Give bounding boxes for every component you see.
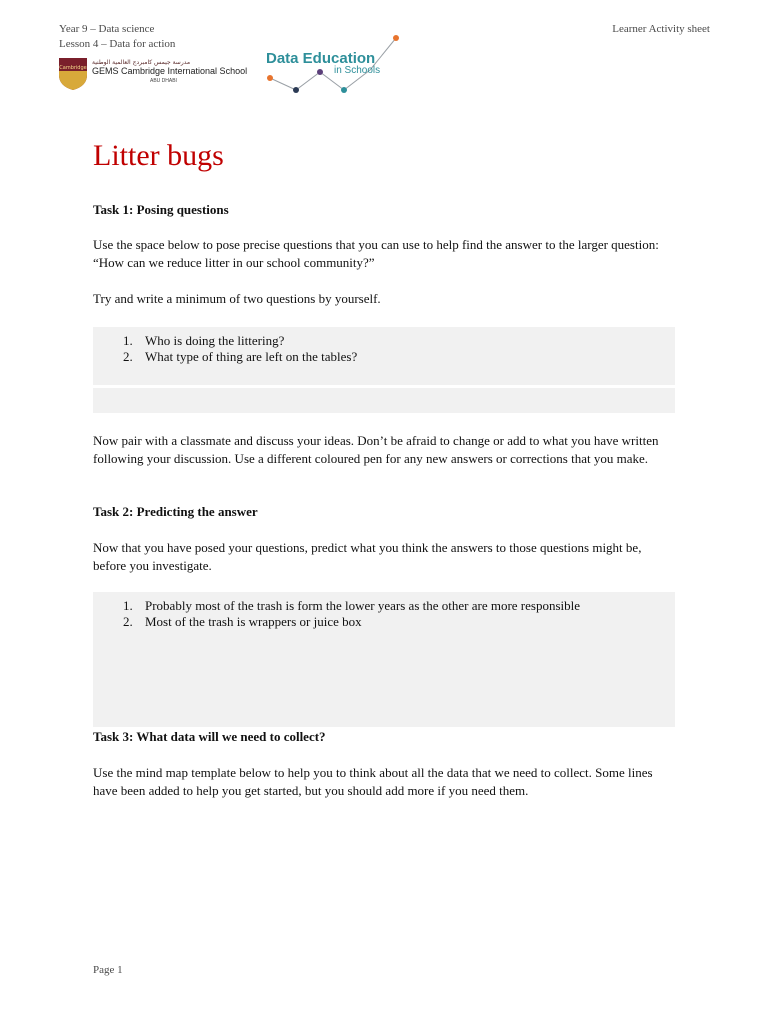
header-course: Year 9 – Data science	[59, 23, 155, 35]
shield-text: Cambridge	[59, 65, 87, 71]
list-item: 1. Who is doing the littering?	[123, 333, 285, 348]
school-name: GEMS Cambridge International School	[92, 66, 248, 76]
task2-intro: Now that you have posed your questions, predict what you think the answers to those questions might be, before you investigate.	[93, 540, 642, 573]
task1-answer-box[interactable]	[93, 327, 675, 385]
list-item: 2. Most of the trash is wrappers or juice box	[123, 614, 362, 629]
header-sheet-type: Learner Activity sheet	[612, 23, 710, 35]
task2-heading: Task 2: Predicting the answer	[93, 504, 258, 519]
task1-pair-instruction: Now pair with a classmate and discuss your ideas. Don’t be afraid to change or add to what you have written following your discussion. Use a different coloured pen for any new answers or corrections that you make.	[93, 433, 659, 466]
school-city: ABU DHABI	[150, 78, 177, 84]
logo-subtitle: in Schools	[334, 65, 381, 76]
data-education-logo	[258, 32, 408, 98]
task1-answer-box-extra[interactable]	[93, 388, 675, 413]
task3-intro: Use the mind map template below to help you to think about all the data that we need to collect. Some lines have been added to help you get started, but you should add more if you need them.	[93, 765, 653, 798]
task1-instruction: Try and write a minimum of two questions by yourself.	[93, 291, 381, 306]
header-lesson: Lesson 4 – Data for action	[59, 38, 176, 50]
school-shield-icon	[58, 57, 88, 91]
logo-title: Data Education	[266, 50, 376, 67]
school-name-arabic: مدرسة جيمس كامبردج العالمية الوطنية	[92, 59, 191, 66]
school-logo	[58, 57, 248, 93]
task1-answer-list	[123, 333, 357, 365]
list-item: 1. Probably most of the trash is form the lower years as the other are more responsible	[123, 598, 581, 613]
task1-intro: Use the space below to pose precise questions that you can use to help find the answer to the larger question: “How can we reduce litter in our school community?”	[93, 237, 659, 270]
task2-answer-list	[123, 598, 580, 630]
task1-heading: Task 1: Posing questions	[93, 202, 229, 217]
task2-answer-box[interactable]	[93, 592, 675, 727]
list-item: 2. What type of thing are left on the tables?	[123, 349, 358, 364]
page-title: Litter bugs	[93, 139, 224, 172]
task3-heading: Task 3: What data will we need to collect?	[93, 729, 326, 744]
page-number: Page 1	[93, 964, 123, 976]
